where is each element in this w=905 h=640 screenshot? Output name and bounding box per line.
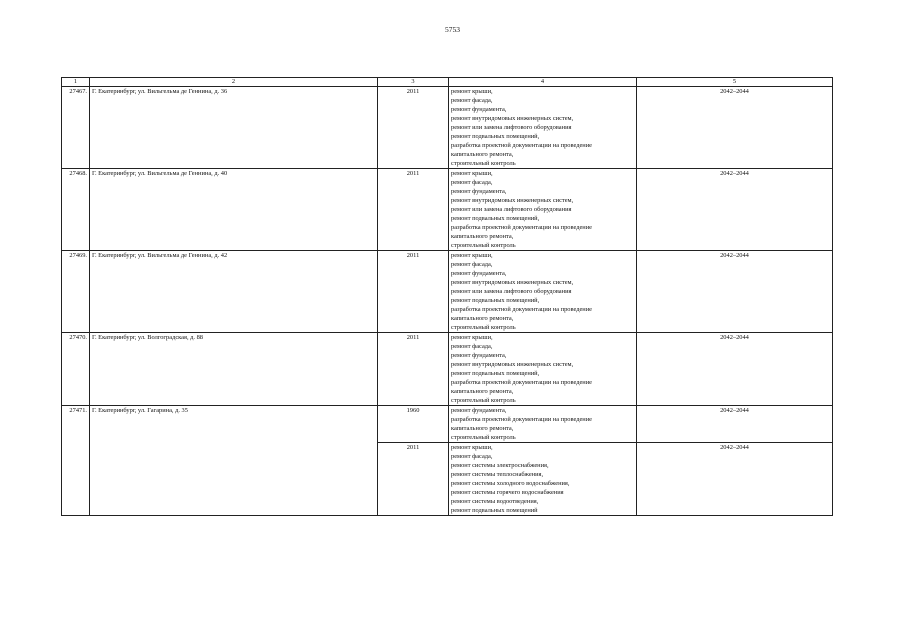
work-item: ремонт внутридомовых инженерных систем, bbox=[451, 279, 574, 286]
work-item: ремонт фасада, bbox=[451, 343, 493, 350]
row-number: 27467. bbox=[62, 87, 90, 169]
year-cell: 2011 bbox=[378, 443, 449, 516]
work-item: ремонт фундамента, bbox=[451, 270, 507, 277]
work-item: ремонт крыши, bbox=[451, 252, 493, 259]
year-cell: 1960 bbox=[378, 406, 449, 443]
work-item: ремонт подвальных помещений bbox=[451, 507, 538, 514]
work-item: ремонт фасада, bbox=[451, 261, 493, 268]
address-cell: Г. Екатеринбург, ул. Волгоградская, д. 88 bbox=[90, 333, 378, 406]
year-cell: 2011 bbox=[378, 333, 449, 406]
work-item: ремонт фасада, bbox=[451, 97, 493, 104]
works-list bbox=[449, 169, 637, 251]
work-item: ремонт или замена лифтового оборудования bbox=[451, 288, 572, 295]
period-cell: 2042–2044 bbox=[637, 406, 833, 443]
table-row bbox=[62, 169, 833, 251]
work-item: ремонт фасада, bbox=[451, 453, 493, 460]
work-item: капитального ремонта, bbox=[451, 233, 514, 240]
address-cell: Г. Екатеринбург, ул. Вильгельма де Геннина, д. 36 bbox=[90, 87, 378, 169]
work-item: ремонт подвальных помещений, bbox=[451, 370, 540, 377]
year-cell: 2011 bbox=[378, 169, 449, 251]
work-item: капитального ремонта, bbox=[451, 151, 514, 158]
works-list bbox=[449, 87, 637, 169]
work-item: ремонт подвальных помещений, bbox=[451, 133, 540, 140]
works-list bbox=[449, 251, 637, 333]
work-item: разработка проектной документации на проведение bbox=[451, 379, 592, 386]
period-cell: 2042–2044 bbox=[637, 169, 833, 251]
work-item: ремонт или замена лифтового оборудования bbox=[451, 206, 572, 213]
period-cell: 2042–2044 bbox=[637, 251, 833, 333]
work-item: ремонт крыши, bbox=[451, 444, 493, 451]
work-item: капитального ремонта, bbox=[451, 388, 514, 395]
table-row bbox=[62, 87, 833, 169]
work-item: ремонт внутридомовых инженерных систем, bbox=[451, 115, 574, 122]
work-item: ремонт внутридомовых инженерных систем, bbox=[451, 361, 574, 368]
work-item: ремонт подвальных помещений, bbox=[451, 297, 540, 304]
address-cell: Г. Екатеринбург, ул. Вильгельма де Геннина, д. 42 bbox=[90, 251, 378, 333]
work-item: ремонт крыши, bbox=[451, 170, 493, 177]
address-cell: Г. Екатеринбург, ул. Гагарина, д. 35 bbox=[90, 406, 378, 516]
work-item: разработка проектной документации на проведение bbox=[451, 306, 592, 313]
work-item: ремонт фасада, bbox=[451, 179, 493, 186]
column-number: 1 bbox=[62, 78, 90, 87]
work-item: ремонт системы холодного водоснабжения, bbox=[451, 480, 570, 487]
work-item: ремонт крыши, bbox=[451, 334, 493, 341]
works-list bbox=[449, 333, 637, 406]
work-item: ремонт системы водоотведения, bbox=[451, 498, 539, 505]
period-cell: 2042–2044 bbox=[637, 87, 833, 169]
work-item: ремонт системы горячего водоснабжения bbox=[451, 489, 564, 496]
work-item: строительный контроль bbox=[451, 324, 516, 331]
work-item: ремонт фундамента, bbox=[451, 106, 507, 113]
work-item: капитального ремонта, bbox=[451, 315, 514, 322]
year-cell: 2011 bbox=[378, 87, 449, 169]
work-item: ремонт внутридомовых инженерных систем, bbox=[451, 197, 574, 204]
address-cell: Г. Екатеринбург, ул. Вильгельма де Геннина, д. 40 bbox=[90, 169, 378, 251]
work-item: ремонт системы теплоснабжения, bbox=[451, 471, 544, 478]
work-item: ремонт или замена лифтового оборудования bbox=[451, 124, 572, 131]
column-number-row bbox=[62, 78, 833, 87]
table-row bbox=[62, 251, 833, 333]
register-body bbox=[62, 78, 833, 516]
works-list bbox=[449, 406, 637, 443]
register-table bbox=[61, 77, 833, 516]
table-row bbox=[62, 333, 833, 406]
work-item: строительный контроль bbox=[451, 242, 516, 249]
work-item: ремонт фундамента, bbox=[451, 188, 507, 195]
row-number: 27471. bbox=[62, 406, 90, 516]
column-number: 2 bbox=[90, 78, 378, 87]
column-number: 3 bbox=[378, 78, 449, 87]
work-item: разработка проектной документации на проведение bbox=[451, 224, 592, 231]
table-row bbox=[62, 406, 833, 443]
work-item: строительный контроль bbox=[451, 434, 516, 441]
page-number: 5753 bbox=[445, 25, 460, 34]
period-cell: 2042–2044 bbox=[637, 333, 833, 406]
works-list bbox=[449, 443, 637, 516]
work-item: строительный контроль bbox=[451, 397, 516, 404]
year-cell: 2011 bbox=[378, 251, 449, 333]
work-item: разработка проектной документации на проведение bbox=[451, 142, 592, 149]
work-item: ремонт системы электроснабжения, bbox=[451, 462, 549, 469]
row-number: 27469. bbox=[62, 251, 90, 333]
work-item: капитального ремонта, bbox=[451, 425, 514, 432]
column-number: 5 bbox=[637, 78, 833, 87]
work-item: строительный контроль bbox=[451, 160, 516, 167]
work-item: ремонт подвальных помещений, bbox=[451, 215, 540, 222]
work-item: ремонт фундамента, bbox=[451, 407, 507, 414]
work-item: ремонт крыши, bbox=[451, 88, 493, 95]
row-number: 27470. bbox=[62, 333, 90, 406]
work-item: разработка проектной документации на проведение bbox=[451, 416, 592, 423]
period-cell: 2042–2044 bbox=[637, 443, 833, 516]
column-number: 4 bbox=[449, 78, 637, 87]
work-item: ремонт фундамента, bbox=[451, 352, 507, 359]
row-number: 27468. bbox=[62, 169, 90, 251]
